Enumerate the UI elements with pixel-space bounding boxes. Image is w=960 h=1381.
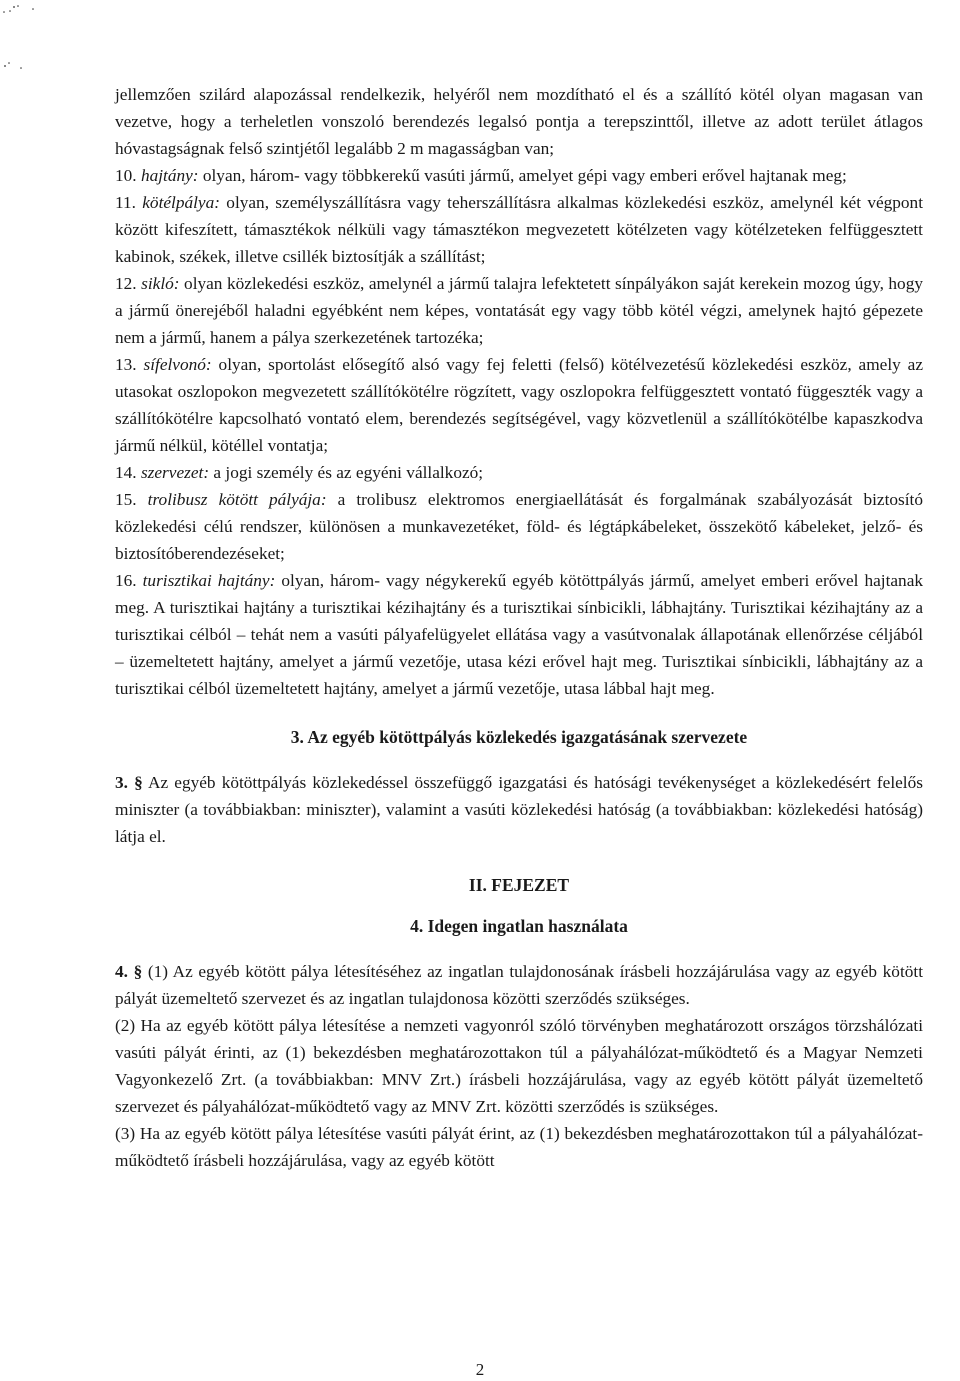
definition-12 (115, 270, 923, 351)
paragraph-continuation (115, 81, 923, 162)
section-number: 3. (115, 773, 128, 792)
definition-text: olyan, három- vagy négykerekű egyéb kötöttpályás jármű, amelyet emberi erővel hajtanak meg. A turisztikai hajtány a turisztikai kézihajtány és a turisztikai sínbicikli, lábhajtány. Turisztikai kézihajtány az a turisztikai célból – tehát nem a vasúti pályafelügyelet ellátása vagy a vasútvonalak állapotának ellenőrzése céljából – üzemeltetett hajtány, amelyet a jármű vezetője, utasa kézi erővel hajt meg. Turisztikai sínbicikli, lábhajtány az a turisztikai célból üzemeltetett hajtány, amelyet a jármű vezetője, utasa lábbal hajt meg. (115, 571, 924, 698)
section-heading-4: 4. Idegen ingatlan használata (410, 916, 628, 936)
definition-text: olyan, három- vagy többkerekű vasúti jármű, amelyet gépi vagy emberi erővel hajtanak meg; (202, 166, 847, 185)
definition-term: kötélpálya: (142, 193, 220, 212)
definition-number: 16. (115, 571, 137, 590)
definition-text: a trolibusz elektromos energiaellátását és forgalmának szabályozását biztosító közlekedési célú rendszer, különösen a munkavezetéket, föld- és légtápkábeleket, összekötő kábeleket, jelző- és biztosítóberendezéseket; (115, 490, 924, 563)
section-sign: § (134, 773, 143, 792)
definition-text: olyan közlekedési eszköz, amelynél a jármű talajra lefektetett sínpályákon saját kerekein mozog úgy, hogy a jármű önerejéből haladni egyébként nem képes, vontatását egy vagy több kötél végzi, amelynek hajtó gépezete nem a jármű, hanem a pálya szerkezetének tartozéka; (115, 274, 923, 347)
section-4-paragraph-2 (115, 1012, 923, 1120)
section-4-paragraph-3 (115, 1120, 923, 1174)
section-text: (3) Ha az egyéb kötött pálya létesítése vasúti pályát érint, az (1) bekezdésben meghatározottakon túl a pályahálózat-működtető írásbeli hozzájárulása, vagy az egyéb kötött (115, 1124, 923, 1170)
definition-number: 14. (115, 463, 137, 482)
scan-specks (0, 0, 60, 80)
definition-text: olyan, személyszállításra vagy teherszállításra alkalmas közlekedési eszköz, amelynél két végpont között kifeszített, támasztékok nélküli vagy támasztékon megvezetett kötélzeten vagy kötélzeteken felfüggesztett kabinok, székek, illetve csillék biztosítják a szállítást; (115, 193, 923, 266)
section-sign: § (133, 962, 143, 981)
definition-16 (115, 567, 923, 702)
section-text: (2) Ha az egyéb kötött pálya létesítése a nemzeti vagyonról szóló törvényben meghatározott országos törzshálózati vasúti pályát érinti, az (1) bekezdésben meghatározottakon túl a pályahálózat-működtető és a Magyar Nemzeti Vagyonkezelő Zrt. (a továbbiakban: MNV Zrt.) írásbeli hozzájárulása, vagy az egyéb kötött pályát üzemeltető szervezet és pályahálózat-működtető vagy az MNV Zrt. közötti szerződés is szükséges. (115, 1016, 923, 1116)
definition-number: 10. (115, 166, 137, 185)
definition-14 (115, 459, 923, 486)
section-number: 4. (115, 962, 128, 981)
definition-number: 11. (115, 193, 136, 212)
definition-term: szervezet: (140, 463, 210, 482)
definition-term: sífelvonó: (143, 355, 212, 374)
section-heading-3: 3. Az egyéb kötöttpályás közlekedés igazgatásának szervezete (290, 727, 748, 747)
definition-number: 15. (115, 490, 137, 509)
definition-number: 12. (115, 274, 137, 293)
section-text: Az egyéb kötöttpályás közlekedéssel összefüggő igazgatási és hatósági tevékenységet a közlekedésért felelős miniszter (a továbbiakban: miniszter), valamint a vasúti közlekedési hatóság (a továbbiakban: közlekedési hatóság) látja el. (115, 773, 923, 846)
definition-text: a jogi személy és az egyéni vállalkozó; (213, 463, 484, 482)
section-4-paragraph-1 (115, 958, 923, 1012)
definition-13 (115, 351, 923, 459)
paragraph-text: jellemzően szilárd alapozással rendelkezik, helyéről nem mozdítható el és a szállító kötél olyan magasan van vezetve, hogy a terheletlen vonszoló berendezés legalsó pontja a terepszinttől, illetve az adott terület átlagos hóvastagságnak felső szintjétől legalább 2 m magasságban van; (115, 85, 923, 158)
document-body (115, 81, 923, 1174)
definition-number: 13. (115, 355, 137, 374)
definition-11 (115, 189, 923, 270)
chapter-heading: II. FEJEZET (468, 875, 570, 895)
definition-10 (115, 162, 923, 189)
page-number: 2 (475, 1360, 485, 1379)
definition-term: hajtány: (140, 166, 199, 185)
definition-15 (115, 486, 923, 567)
definition-term: sikló: (141, 274, 180, 293)
section-3-paragraph (115, 769, 923, 850)
definition-text: olyan, sportolást elősegítő alsó vagy fej feletti (felső) kötélvezetésű közlekedési eszköz, amely az utasokat oszlopokon megvezetett szállítókötélre rögzített, vagy oszlopokra felfüggesztett vontató függeszték vagy a szállítókötélre kapcsolható vontató elem, berendezés segítségével, vagy közvetlenül a szállítókötélbe kapaszkodva jármű nélkül, kötéllel vontatja; (115, 355, 923, 455)
definition-term: trolibusz kötött pályája: (147, 490, 327, 509)
definition-term: turisztikai hajtány: (142, 571, 276, 590)
section-text: (1) Az egyéb kötött pálya létesítéséhez az ingatlan tulajdonosának írásbeli hozzájárulása vagy az egyéb kötött pályát üzemeltető szervezet és az ingatlan tulajdonosa közötti szerződés szükséges. (115, 962, 923, 1008)
